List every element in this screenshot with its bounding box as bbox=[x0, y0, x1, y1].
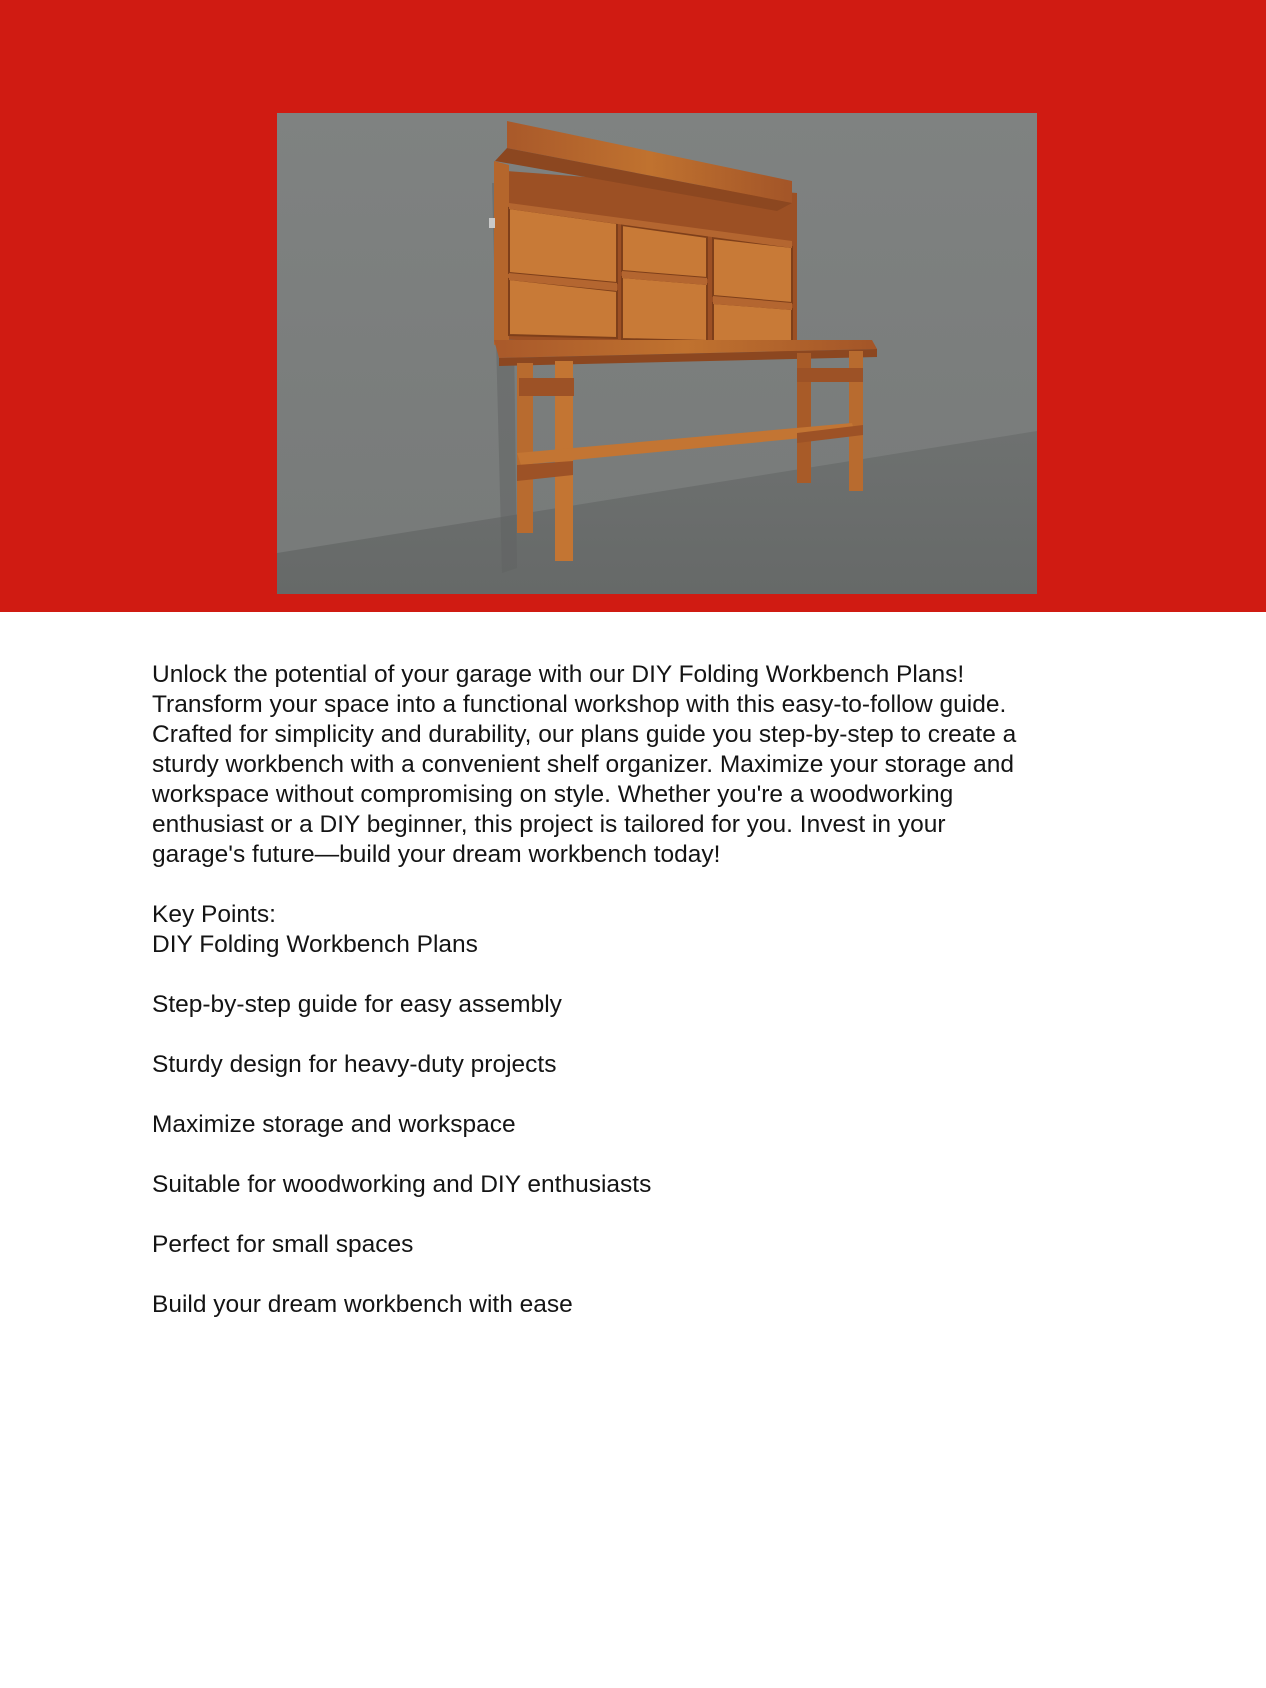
intro-line: garage's future—build your dream workbench today! bbox=[152, 841, 721, 868]
key-point-item: Sturdy design for heavy-duty projects bbox=[152, 1051, 557, 1078]
hero-banner bbox=[0, 0, 1266, 612]
key-point-item: Maximize storage and workspace bbox=[152, 1111, 516, 1138]
description-section bbox=[152, 660, 1162, 1350]
intro-paragraph bbox=[152, 660, 1162, 870]
key-points-list bbox=[152, 930, 1162, 1320]
workbench-illustration bbox=[277, 113, 1037, 594]
intro-line: Crafted for simplicity and durability, our plans guide you step-by-step to create a bbox=[152, 721, 1017, 748]
intro-line: Unlock the potential of your garage with our DIY Folding Workbench Plans! bbox=[152, 661, 965, 688]
key-points-heading: Key Points: bbox=[152, 901, 276, 928]
intro-line: enthusiast or a DIY beginner, this project is tailored for you. Invest in your bbox=[152, 811, 946, 838]
intro-line: workspace without compromising on style. Whether you're a woodworking bbox=[152, 781, 954, 808]
intro-line: sturdy workbench with a convenient shelf organizer. Maximize your storage and bbox=[152, 751, 1015, 778]
key-point-item: Suitable for woodworking and DIY enthusiasts bbox=[152, 1171, 652, 1198]
wall-bracket bbox=[489, 218, 495, 228]
key-point-item: Step-by-step guide for easy assembly bbox=[152, 991, 562, 1018]
key-point-item: Perfect for small spaces bbox=[152, 1231, 414, 1258]
intro-line: Transform your space into a functional workshop with this easy-to-follow guide. bbox=[152, 691, 1007, 718]
key-point-item: DIY Folding Workbench Plans bbox=[152, 931, 478, 958]
workbench-photo bbox=[277, 113, 1037, 594]
key-point-item: Build your dream workbench with ease bbox=[152, 1291, 573, 1318]
shelf-left-side bbox=[494, 161, 509, 345]
